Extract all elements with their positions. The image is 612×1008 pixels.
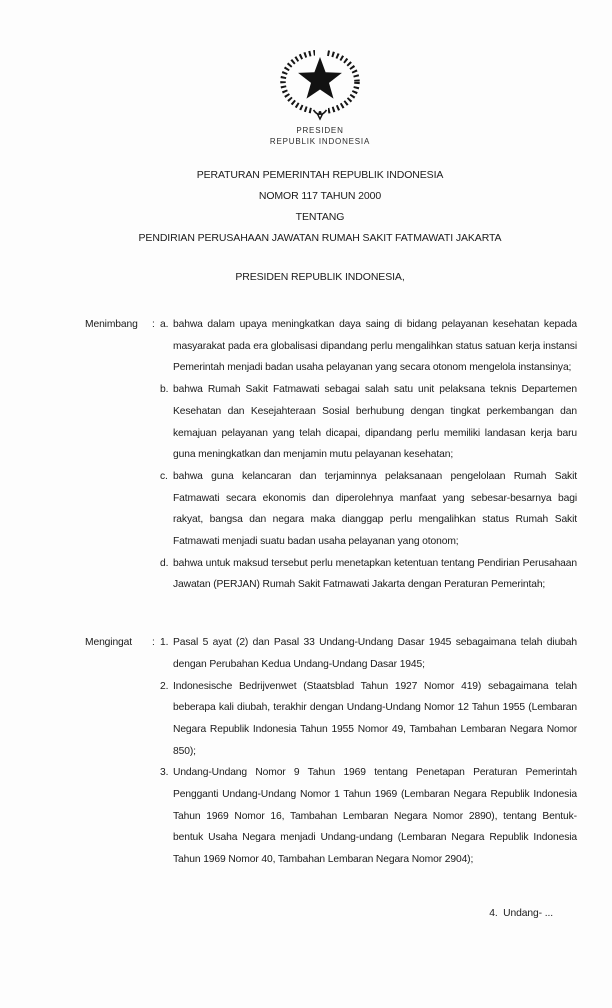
consideration-item-a (160, 314, 577, 379)
item-marker: 1. (160, 637, 169, 649)
title-number-line: NOMOR 117 TAHUN 2000 (258, 190, 382, 202)
section-menimbang (85, 314, 577, 596)
item-text: Indonesische Bedrijvenwet (Staatsblad Tahun 1927 Nomor 419) sebagaimana telah beberapa kali diubah, terakhir dengan Undang-Undang Nomor 12 Tahun 1955 (Lembaran Negara Republik Indonesia Tahun 1955 Nomor 49, Tambahan Lembaran Negara Nomor 850); (173, 680, 577, 757)
section-colon: : (152, 637, 155, 649)
item-marker: 3. (160, 767, 169, 779)
item-marker: 2. (160, 680, 169, 692)
salutation: PRESIDEN REPUBLIK INDONESIA, (235, 271, 405, 283)
legal-basis-item-2 (160, 676, 577, 763)
section-label: Menimbang (85, 319, 138, 330)
legal-basis-item-1 (160, 632, 577, 675)
legal-basis-item-3 (160, 762, 577, 871)
item-marker: c. (160, 470, 168, 482)
item-text: Pasal 5 ayat (2) dan Pasal 33 Undang-Undang Dasar 1945 sebagaimana telah diubah dengan Perubahan Kedua Undang-Undang Dasar 1945; (173, 637, 577, 670)
document-title-block (28, 165, 612, 249)
item-text: bahwa dalam upaya meningkatkan daya saing di bidang pelayanan kesehatan kepada masyarakat pada era globalisasi dipandang perlu mengalihkan status satuan kerja instansi Pemerintah menjadi badan usaha pelayanan yang secara otonom mengelola instansinya; (173, 319, 577, 374)
org-name-presiden: PRESIDEN (296, 126, 344, 135)
page-catchword: 4. Undang- ... (489, 908, 553, 919)
item-marker: b. (160, 384, 169, 396)
consideration-item-d (160, 553, 577, 596)
item-marker: d. (160, 557, 169, 569)
presidential-star-wreath-emblem-icon (272, 44, 368, 126)
consideration-item-b (160, 379, 577, 466)
letterhead (28, 44, 612, 147)
item-text: Undang-Undang Nomor 9 Tahun 1969 tentang Penetapan Peraturan Pemerintah Pengganti Undang-Undang Nomor 1 Tahun 1969 (Lembaran Negara Republik Indonesia Tahun 1969 Nomor 16, Tambahan Lembaran Negara Nomor 2890), tentang Bentuk-bentuk Usaha Negara menjadi Undang-undang (Lembaran Negara Republik Indonesia Tahun 1969 Nomor 40, Tambahan Lembaran Negara Nomor 2904); (173, 767, 577, 866)
item-text: bahwa Rumah Sakit Fatmawati sebagai salah satu unit pelaksana teknis Departemen Kesehatan dan Kesejahteraan Sosial berhubung dengan tingkat perkembangan dan kemajuan pelayanan yang telah dicapai, dipandang perlu memiliki landasan kerja baru guna meningkatkan dan menjamin mutu pelayanan kesehatan; (173, 384, 577, 461)
title-regulation-line: PERATURAN PEMERINTAH REPUBLIK INDONESIA (196, 169, 444, 181)
section-items (160, 632, 577, 871)
section-label: Mengingat (85, 637, 133, 649)
item-text: bahwa guna kelancaran dan terjaminnya pelaksanaan pengelolaan Rumah Sakit Fatmawati secara ekonomis dan diperolehnya manfaat yang sebesar-besarnya bagi rakyat, bangsa dan negara maka dianggap perlu mengalihkan status Rumah Sakit Fatmawati menjadi suatu badan usaha pelayanan yang otonom; (173, 470, 577, 548)
title-subject-line: PENDIRIAN PERUSAHAAN JAWATAN RUMAH SAKIT FATMAWATI JAKARTA (138, 232, 502, 244)
item-marker: a. (160, 319, 169, 330)
consideration-item-c (160, 466, 577, 553)
title-tentang-line: TENTANG (295, 211, 345, 223)
item-text: bahwa untuk maksud tersebut perlu menetapkan ketentuan tentang Pendirian Perusahaan Jawatan (PERJAN) Rumah Sakit Fatmawati Jakarta dengan Peraturan Pemerintah; (173, 557, 577, 591)
section-mengingat (85, 632, 577, 871)
document-body (85, 314, 577, 871)
section-items (160, 314, 577, 596)
org-name-republik-indonesia: REPUBLIK INDONESIA (269, 136, 371, 146)
section-colon: : (152, 319, 155, 330)
